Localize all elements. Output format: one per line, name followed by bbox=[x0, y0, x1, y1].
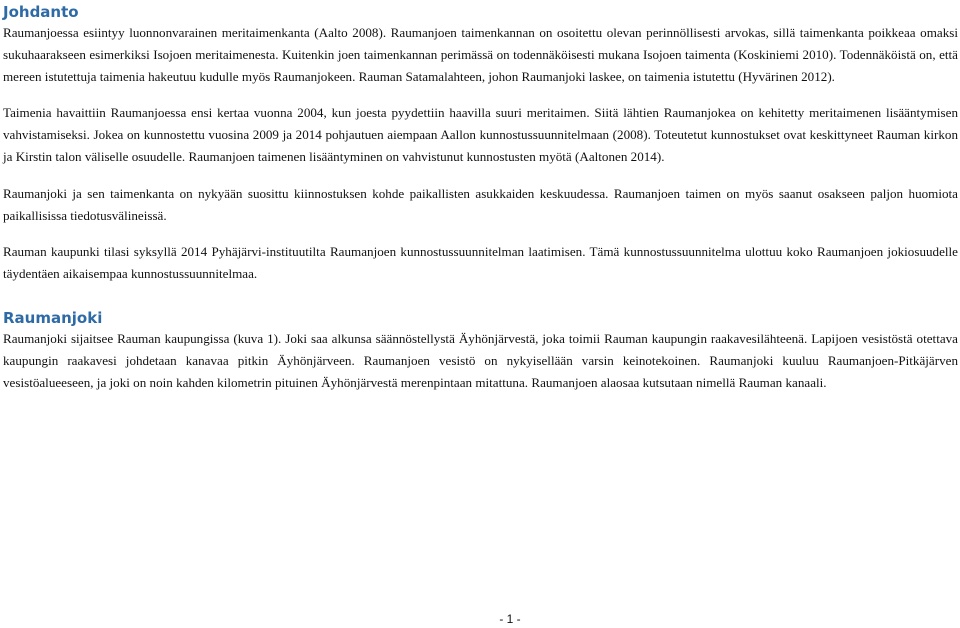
heading-raumanjoki: Raumanjoki bbox=[3, 308, 103, 327]
paragraph-intro-2: Taimenia havaittiin Raumanjoessa ensi kertaa vuonna 2004, kun joesta pyydettiin haavilla suuri meritaimen. Siitä lähtien Raumanjokea on kehitetty meritaimenen lisääntymisen vahvistamiseksi. Jokea on kunnostettu vuosina 2009 ja 2014 pohjautuen aiempaan Aallon kunnostussuunnitelmaan (2008). Toteutetut kunnostukset ovat keskittyneet Rauman kirkon ja Kirstin talon väliselle osuudelle. Raumanjoen taimenen lisääntyminen on vahvistunut kunnostusten myötä (Aaltonen 2014). bbox=[3, 105, 958, 164]
paragraph-intro-1: Raumanjoessa esiintyy luonnonvarainen meritaimenkanta (Aalto 2008). Raumanjoen taimenkannan on osoitettu olevan perinnöllisesti arvokas, sillä taimenkanta poikkeaa omaksi sukuhaarakseen esimerkiksi Isojoen meritaimenesta. Kuitenkin joen taimenkannan perimässä on todennäköisesti mukana Isojoen taimenta (Koskiniemi 2010). Todennäköistä on, että mereen istutettuja taimenia hakeutuu kudulle myös Raumanjokeen. Rauman Satamalahteen, johon Raumanjoki laskee, on taimenia istutettu (Hyvärinen 2012). bbox=[3, 25, 958, 84]
paragraph-intro-3: Raumanjoki ja sen taimenkanta on nykyään suosittu kiinnostuksen kohde paikallisten asukkaiden keskuudessa. Raumanjoen taimen on myös saanut osakseen paljon huomiota paikallisissa tiedotusvälineissä. bbox=[3, 185, 958, 223]
paragraph-intro-4: Rauman kaupunki tilasi syksyllä 2014 Pyhäjärvi-instituutilta Raumanjoen kunnostussuunnitelman laatimisen. Tämä kunnostussuunnitelma ulottuu koko Raumanjoen jokiosuudelle täydentäen aikaisempaa kunnostussuunnitelmaa. bbox=[3, 244, 958, 282]
heading-johdanto: Johdanto bbox=[3, 3, 79, 21]
document-page bbox=[3, 0, 958, 628]
paragraph-raumanjoki-1: Raumanjoki sijaitsee Rauman kaupungissa (kuva 1). Joki saa alkunsa säännöstellystä Äyhönjärvestä, joka toimii Rauman kaupungin raakavesilähteenä. Lapijoen vesistöstä otettava kaupungin raakavesi johdetaan kanavaa pitkin Äyhönjärveen. Raumanjoen vesistö on nykyisellään varsin keinotekoinen. Raumanjoki kuuluu Raumanjoen-Pitkäjärven vesistöalueeseen, ja joki on noin kahden kilometrin pituinen Äyhönjärvestä merenpintaan mitattuna. Raumanjoen alaosaa kutsutaan nimellä Rauman kanaali. bbox=[3, 330, 958, 390]
page-number: - 1 - bbox=[499, 612, 521, 626]
